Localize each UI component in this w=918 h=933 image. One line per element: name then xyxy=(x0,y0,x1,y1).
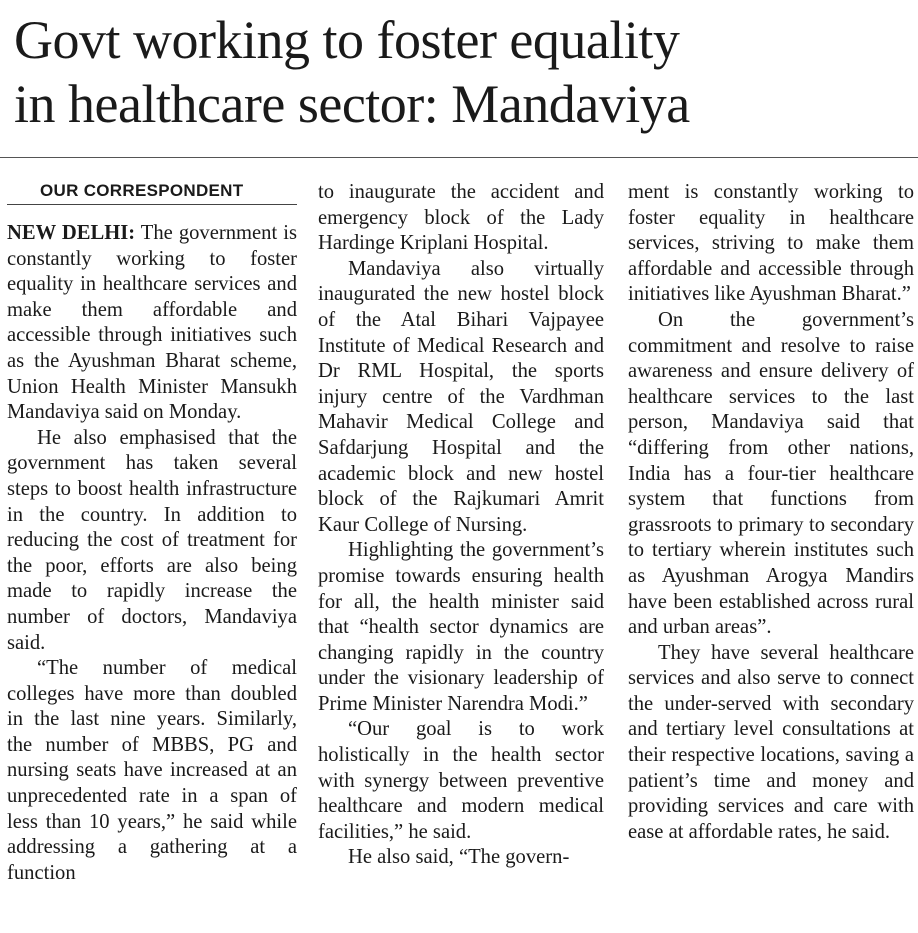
lead-text: The government is constantly working to foster equality in healthcare services and make them affordable and accessible through initiatives such as the Ayushman Bharat scheme, Union Health Minister Mansukh Mandaviya said on Monday. xyxy=(7,222,297,424)
lead-paragraph xyxy=(7,221,297,426)
paragraph: “Our goal is to work holistically in the health sector with synergy between preventive healthcare and modern medical facilities,” he said. xyxy=(318,718,604,843)
paragraph: He also said, “The govern- xyxy=(348,846,570,869)
paragraph: They have several healthcare services and also serve to connect the under-served with secondary and tertiary level consultations at their respective locations, saving a patient’s time and money and providing services and care with ease at affordable rates, he said. xyxy=(628,641,914,843)
paragraph: to inaugurate the accident and emergency block of the Lady Hardinge Kriplani Hospital. xyxy=(318,181,604,255)
paragraph: ment is constantly working to foster equality in healthcare services, striving to make them affordable and accessible through initiatives like Ayushman Bharat.” xyxy=(628,181,914,306)
byline-divider xyxy=(7,204,297,205)
article-column-3 xyxy=(628,180,914,933)
paragraph: Mandaviya also virtually inaugurated the new hostel block of the Atal Bihari Vajpayee Institute of Medical Research and Dr RML Hospital, the sports injury centre of the Vardhman Mahavir Medical College and Safdarjung Hospital and the academic block and new hostel block of the Rajkumari Amrit Kaur College of Nursing. xyxy=(318,257,604,536)
byline: OUR CORRESPONDENT xyxy=(40,181,244,200)
headline-divider xyxy=(0,157,918,158)
paragraph: On the government’s commitment and resolve to raise awareness and ensure delivery of healthcare services to the last person, Mandaviya said that “differing from other nations, India has a four-tier healthcare system that functions from grassroots to primary to secondary to tertiary wherein institutes such as Ayushman Arogya Mandirs have been established across rural and urban areas”. xyxy=(628,308,914,639)
headline-line-1: Govt working to foster equality xyxy=(14,10,680,70)
article-column-1 xyxy=(7,170,297,923)
dateline: NEW DELHI: xyxy=(7,222,136,244)
headline-line-2: in healthcare sector: Mandaviya xyxy=(14,74,690,134)
headline xyxy=(14,8,908,136)
paragraph: Highlighting the government’s promise towards ensuring health for all, the health minister said that “health sector dynamics are changing rapidly in the country under the visionary leadership of Prime Minister Narendra Modi.” xyxy=(318,539,604,715)
paragraph: “The number of medical colleges have more than doubled in the last nine years. Similarly, the number of MBBS, PG and nursing seats have increased at an unprecedented rate in a span of less than 10 years,” he said while addressing a gathering at a function xyxy=(7,657,297,884)
article-column-2 xyxy=(318,180,604,933)
paragraph: He also emphasised that the government has taken several steps to boost health infrastructure in the country. In addition to reducing the cost of treatment for the poor, efforts are also being made to rapidly increase the number of doctors, Mandaviya said. xyxy=(7,426,297,654)
